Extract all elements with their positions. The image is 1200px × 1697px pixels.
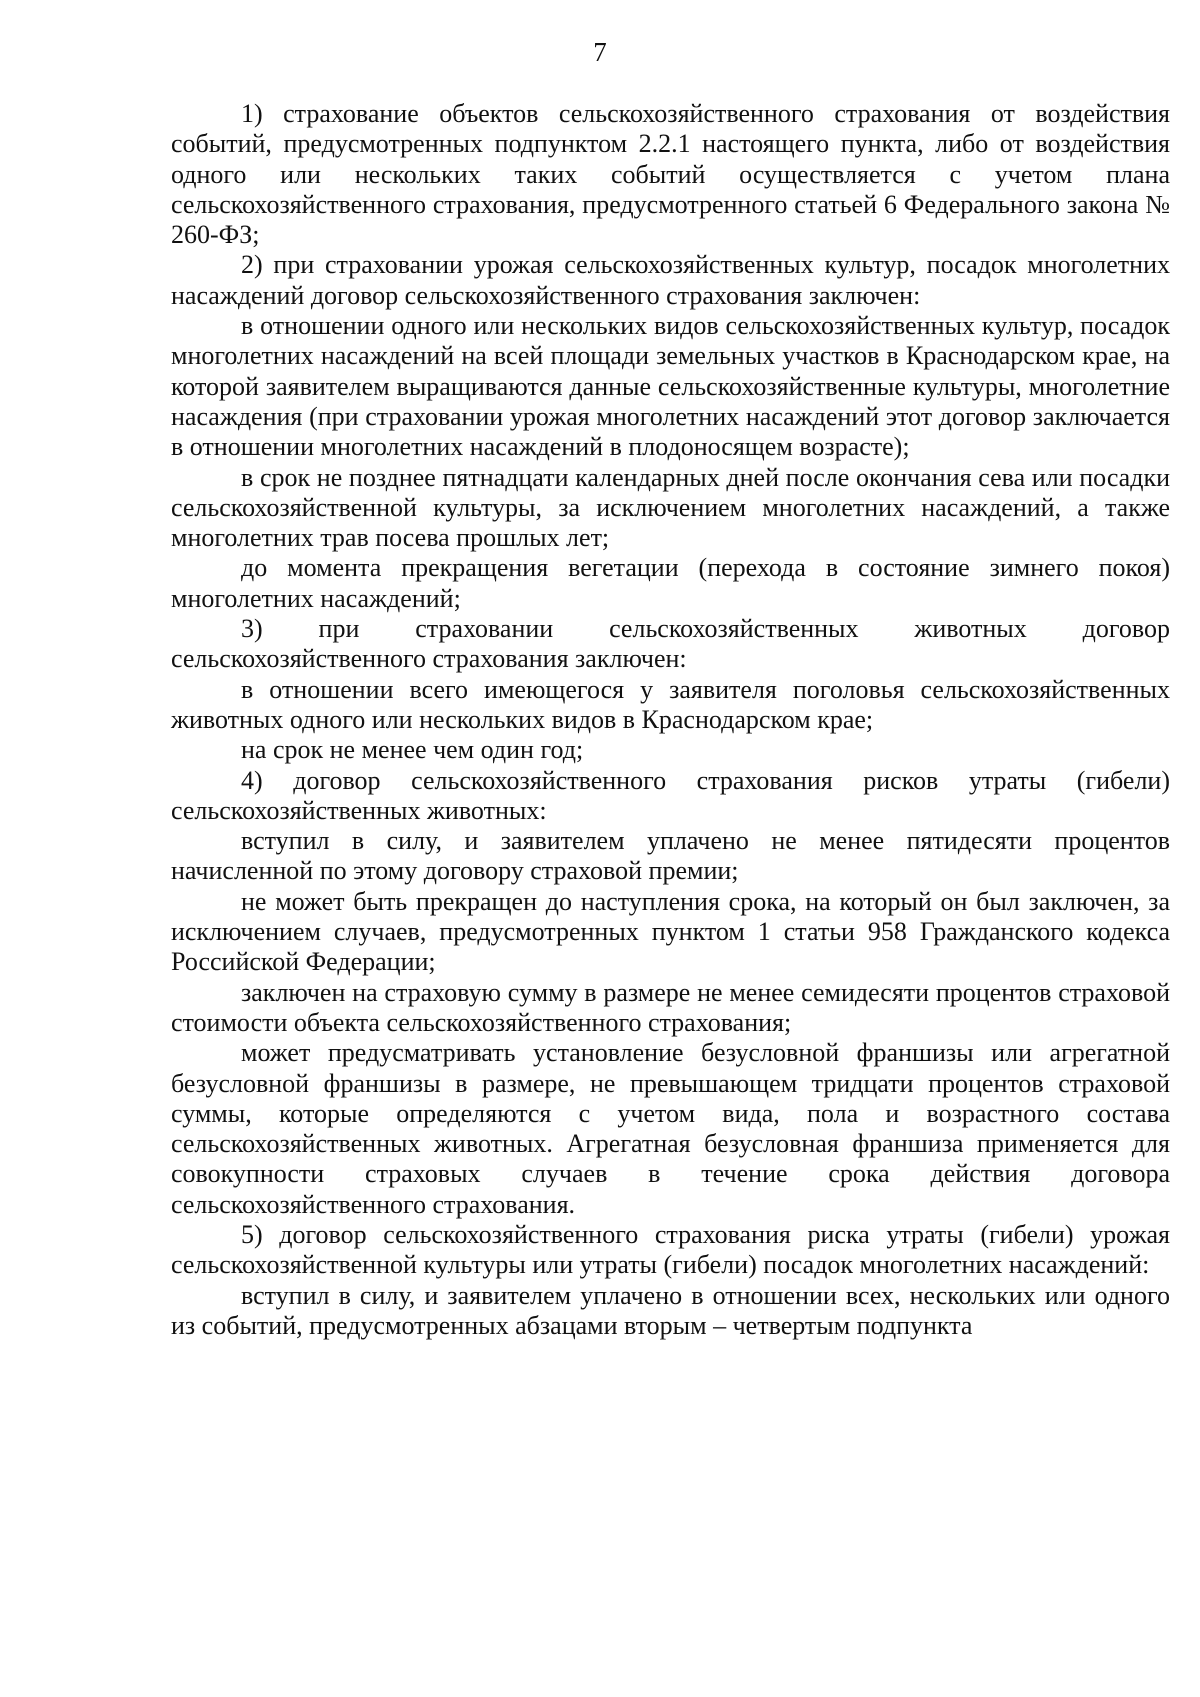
paragraph-item-5: 5) договор сельскохозяйственного страхования риска утраты (гибели) урожая сельскохозяйственной культуры или утраты (гибели) посадок многолетних насаждений:: [171, 1219, 1170, 1280]
paragraph-item-2: 2) при страховании урожая сельскохозяйственных культур, посадок многолетних насаждений договор сельскохозяйственного страхования заключен:: [171, 250, 1170, 310]
paragraph-subitem: в отношении одного или нескольких видов сельскохозяйственных культур, посадок многолетних насаждений на всей площади земельных участков в Краснодарском крае, на которой заявителем выращиваются данные сельскохозяйственные культуры, многолетние насаждения (при страховании урожая многолетних насаждений этот договор заключается в отношении многолетних насаждений в плодоносящем возрасте);: [171, 311, 1170, 462]
paragraph-subitem: вступил в силу, и заявителем уплачено в отношении всех, нескольких или одного из событий, предусмотренных абзацами вторым – четвертым подпункта: [171, 1280, 1170, 1340]
paragraph-subitem: вступил в силу, и заявителем уплачено не менее пятидесяти процентов начисленной по этому договору страховой премии;: [171, 826, 1170, 886]
page-number: 7: [593, 37, 607, 67]
paragraph-item-1: 1) страхование объектов сельскохозяйственного страхования от воздействия событий, предусмотренных подпунктом 2.2.1 настоящего пункта, либо от воздействия одного или нескольких таких событий осуществляется с учетом плана сельскохозяйственного страхования, предусмотренного статьей 6 Федерального закона № 260-ФЗ;: [171, 99, 1170, 250]
paragraph-subitem: в отношении всего имеющегося у заявителя поголовья сельскохозяйственных животных одного или нескольких видов в Краснодарском крае;: [171, 674, 1170, 734]
paragraph-subitem: заключен на страховую сумму в размере не менее семидесяти процентов страховой стоимости объекта сельскохозяйственного страхования;: [171, 977, 1170, 1037]
paragraph-subitem: до момента прекращения вегетации (перехода в состояние зимнего покоя) многолетних насаждений;: [171, 553, 1170, 613]
paragraph-subitem: в срок не позднее пятнадцати календарных дней после окончания сева или посадки сельскохозяйственной культуры, за исключением многолетних насаждений, а также многолетних трав посева прошлых лет;: [171, 462, 1170, 553]
paragraph-item-3: 3) при страховании сельскохозяйственных животных договор сельскохозяйственного страхования заключен:: [171, 614, 1170, 674]
paragraph-subitem: на срок не менее чем один год;: [241, 735, 584, 765]
paragraph-subitem: не может быть прекращен до наступления срока, на который он был заключен, за исключением случаев, предусмотренных пунктом 1 статьи 958 Гражданского кодекса Российской Федерации;: [171, 886, 1170, 977]
document-body: [171, 99, 1170, 1341]
paragraph-subitem: может предусматривать установление безусловной франшизы или агрегатной безусловной франшизы в размере, не превышающем тридцати процентов страховой суммы, которые определяются с учетом вида, пола и возрастного состава сельскохозяйственных животных. Агрегатная безусловная франшиза применяется для совокупности страховых случаев в течение срока действия договора сельскохозяйственного страхования.: [171, 1038, 1170, 1219]
paragraph-item-4: 4) договор сельскохозяйственного страхования рисков утраты (гибели) сельскохозяйственных животных:: [171, 765, 1170, 825]
